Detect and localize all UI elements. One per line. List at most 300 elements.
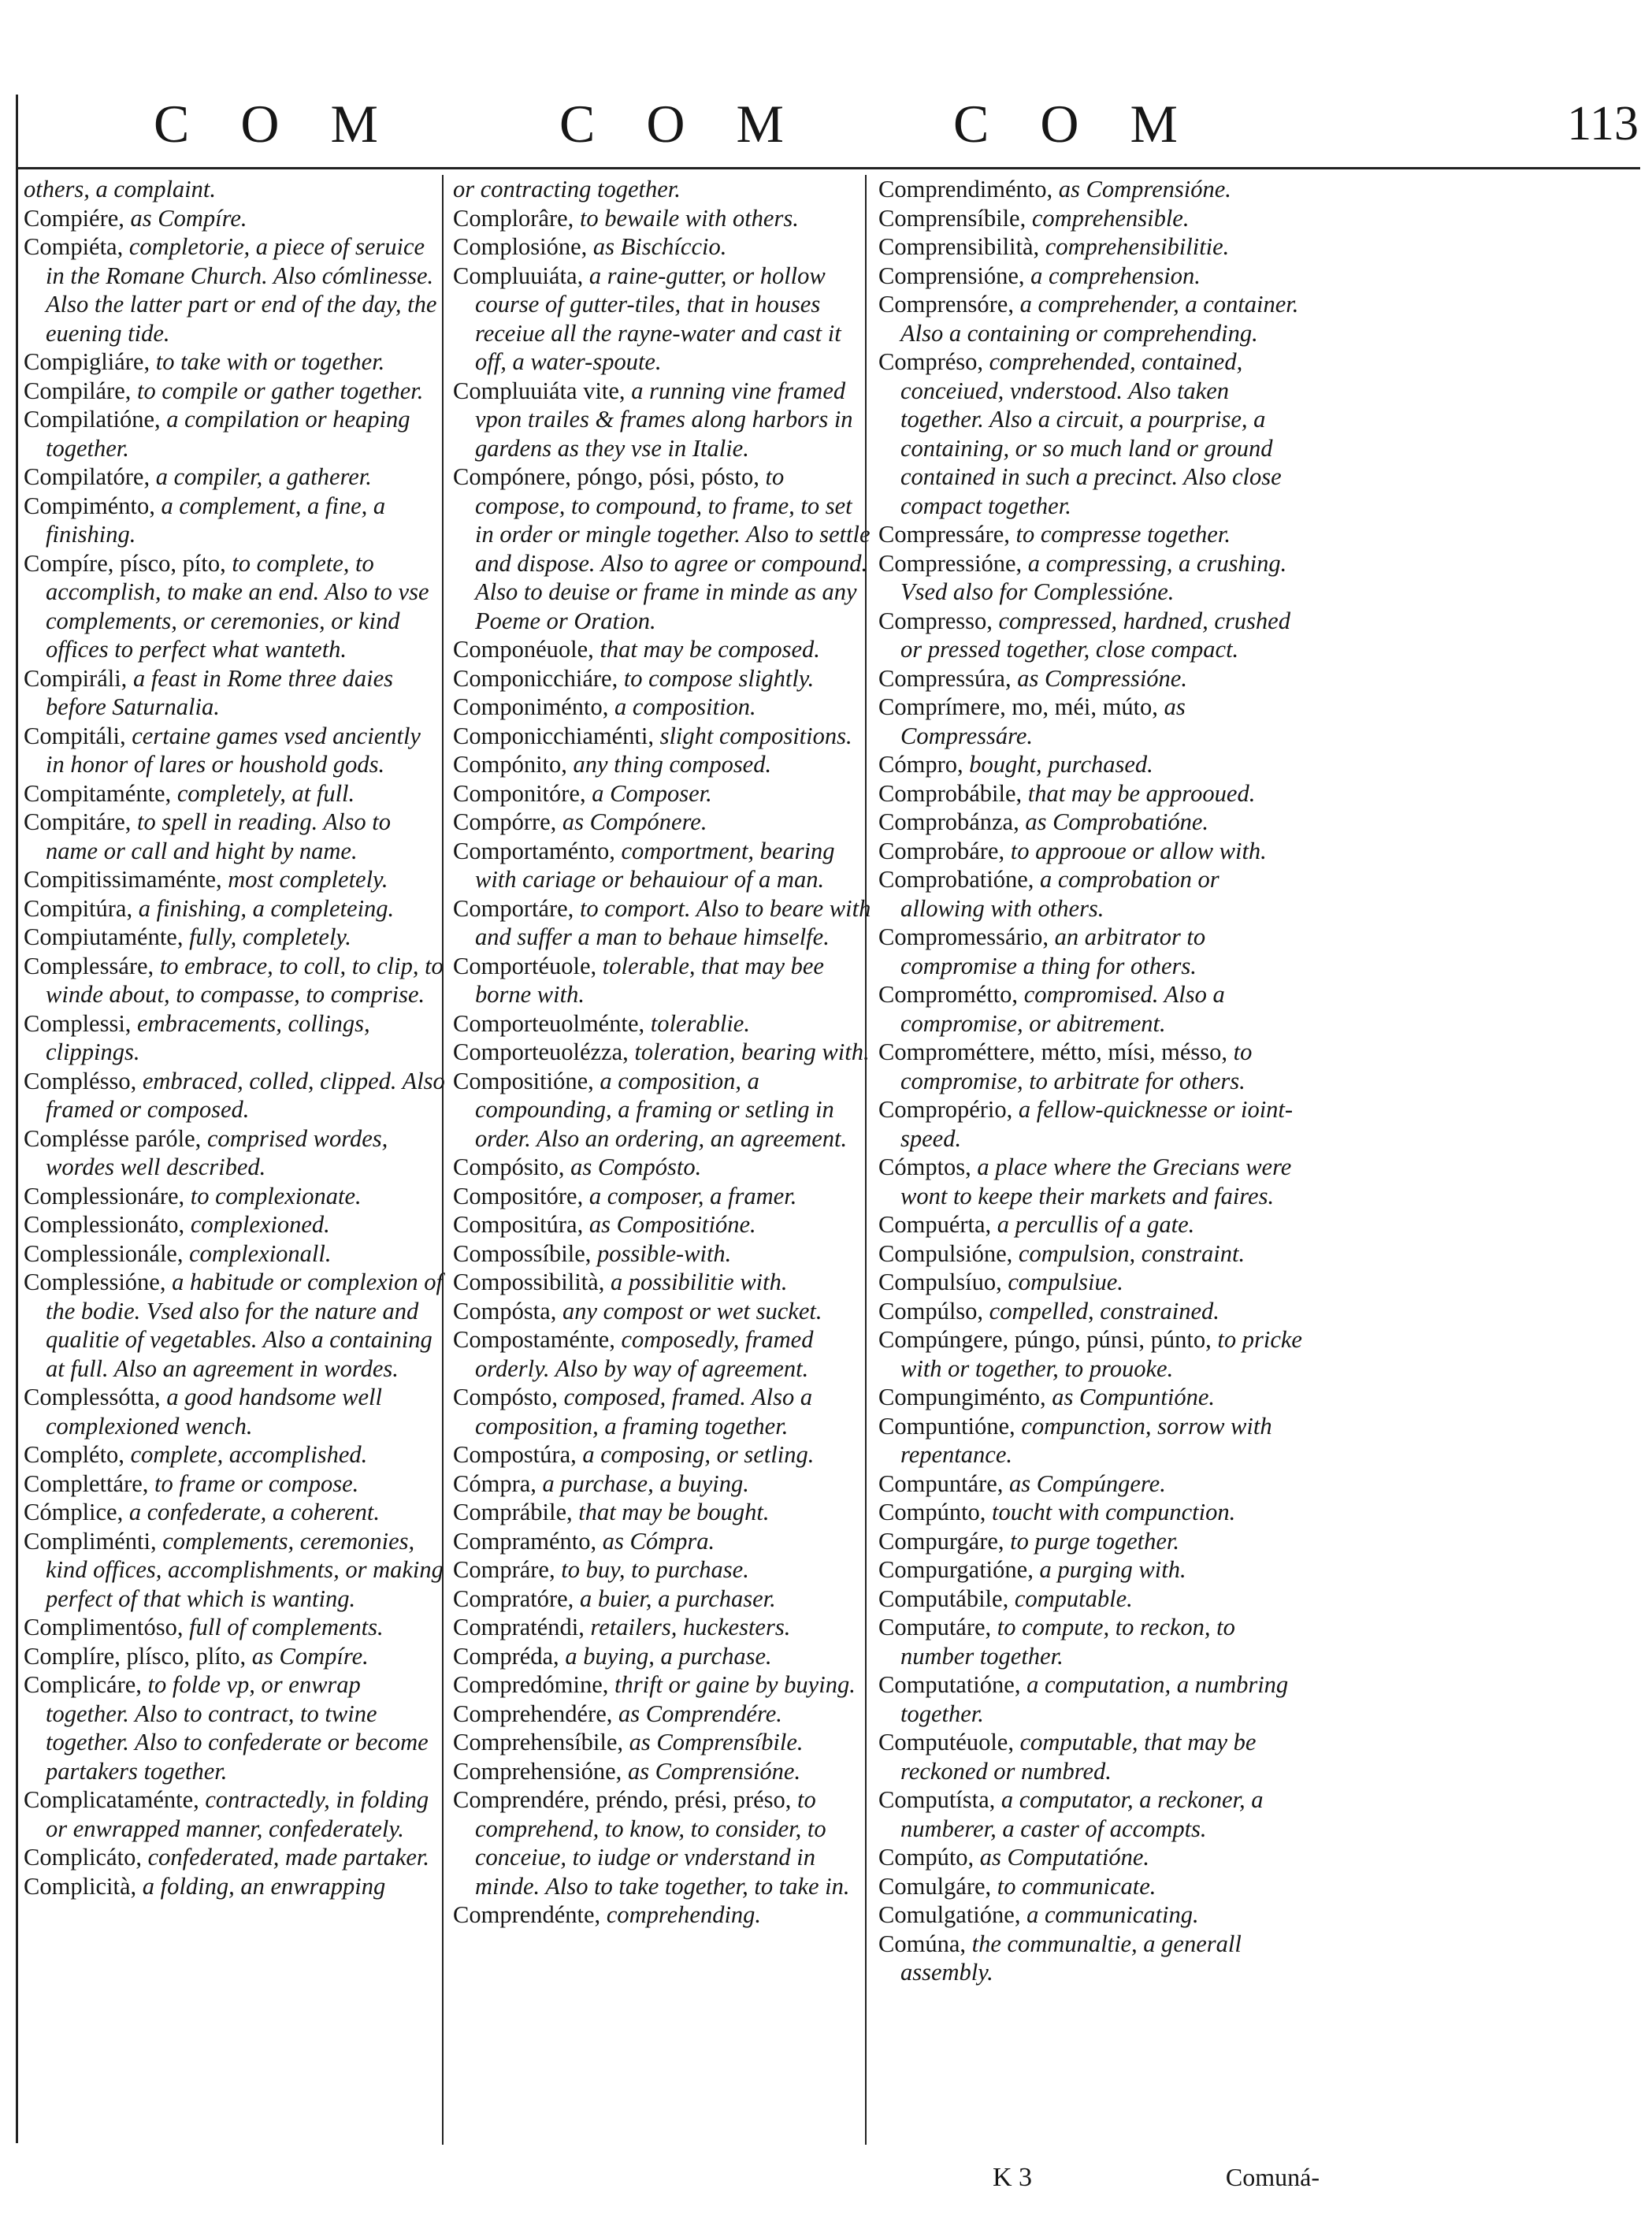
dictionary-entry [878, 1498, 1304, 1527]
entry-definition: to compose, to compound, to frame, to set in order or mingle together. Also to settle and dispose. Also to agree or compound. Also to deuise or frame in minde as any Poeme or Oration. [475, 463, 871, 634]
entry-definition: retailers, huckesters. [590, 1614, 791, 1640]
entry-headword: Compressióne, [878, 549, 1028, 577]
entry-headword: Compiláre, [24, 377, 137, 404]
entry-definition: as Compíre. [130, 204, 247, 232]
entry-definition: as Comprensióne. [627, 1757, 801, 1785]
dictionary-entry [24, 1182, 445, 1211]
entry-headword: Compitaménte, [24, 779, 177, 807]
dictionary-entry [453, 1239, 874, 1269]
dictionary-entry [453, 722, 874, 751]
dictionary-entry [878, 1930, 1304, 1987]
entry-definition: to frame or compose. [154, 1469, 359, 1497]
entry-definition: to comport. Also to beare with and suffer a man to behaue himselfe. [475, 894, 871, 950]
dictionary-entry [24, 664, 445, 722]
entry-definition: to compresse together. [1015, 521, 1231, 548]
entry-headword: Compulsióne, [878, 1239, 1019, 1267]
entry-headword: Computéuole, [878, 1729, 1020, 1755]
entry-definition: others, a complaint. [24, 176, 216, 202]
entry-headword: Compostúra, [453, 1441, 583, 1468]
entry-headword: Cómpra, [453, 1469, 543, 1497]
entry-headword: Compósto, [453, 1384, 564, 1410]
dictionary-entry [24, 1124, 445, 1182]
entry-definition: completely, at full. [176, 779, 355, 807]
entry-headword: Comprendénte, [453, 1901, 607, 1928]
entry-definition: as Cómpra. [602, 1527, 715, 1555]
page-footer [878, 2163, 1320, 2202]
entry-headword: Comprendiménto, [878, 176, 1059, 202]
entry-headword: Compúnto, [878, 1499, 993, 1525]
dictionary-entry [24, 1642, 445, 1671]
entry-definition: as Compositióne. [588, 1211, 756, 1238]
dictionary-entry [878, 693, 1304, 750]
entry-definition: comprised wordes, wordes well described. [46, 1124, 388, 1180]
entry-headword: Complessi, [24, 1009, 138, 1037]
running-head-right: C O M [953, 94, 1197, 154]
entry-headword: Compulsíuo, [878, 1269, 1008, 1295]
entry-headword: Comprobánza, [878, 808, 1026, 835]
dictionary-entry [878, 1613, 1304, 1670]
dictionary-entry [878, 232, 1304, 262]
entry-definition: to communicate. [997, 1872, 1156, 1900]
dictionary-entry [453, 1297, 874, 1326]
dictionary-entry [24, 1009, 445, 1067]
entry-definition: a habitude or complexion of the bodie. Vsed also for the nature and qualitie of vegetables. Also a containing at full. Also an agreement in wordes. [46, 1269, 444, 1382]
entry-headword: Comprométtere, métto, mísi, mésso, [878, 1038, 1234, 1065]
entry-headword: Complicataménte, [24, 1786, 206, 1813]
dictionary-entry [24, 232, 445, 347]
entry-headword: Complésso, [24, 1067, 143, 1094]
entry-headword: Complessótta, [24, 1384, 167, 1410]
entry-headword: Comportéuole, [453, 952, 603, 979]
dictionary-entry [24, 1843, 445, 1872]
dictionary-entry [24, 1613, 445, 1642]
dictionary-entry [878, 1900, 1304, 1930]
dictionary-entry [878, 607, 1304, 664]
entry-headword: Componicchiáre, [453, 664, 624, 692]
dictionary-entry [878, 923, 1304, 980]
entry-headword: Comprímere, mo, méi, múto, [878, 693, 1164, 720]
entry-definition: to compose slightly. [623, 664, 815, 692]
entry-definition: to approoue or allow with. [1010, 837, 1267, 864]
entry-definition: full of complements. [189, 1614, 384, 1640]
dictionary-entry [878, 262, 1304, 291]
entry-definition: embracements, collings, clippings. [46, 1009, 370, 1065]
entry-definition: comportment, bearing with cariage or behauiour of a man. [475, 837, 835, 893]
entry-headword: Compiráli, [24, 664, 133, 692]
entry-definition: embraced, colled, clipped. Also framed or composed. [46, 1067, 445, 1123]
dictionary-entry [878, 1268, 1304, 1297]
entry-headword: Compósta, [453, 1297, 562, 1324]
dictionary-entry [24, 175, 445, 204]
entry-definition: certaine games vsed anciently in honor of lares or houshold gods. [46, 722, 421, 778]
dictionary-entry [453, 808, 874, 837]
entry-definition: a buier, a purchaser. [579, 1585, 776, 1612]
entry-headword: Complessionáto, [24, 1211, 191, 1238]
entry-headword: Componiménto, [453, 693, 615, 720]
entry-definition: compunction, sorrow with repentance. [900, 1412, 1272, 1468]
entry-definition: as Comprensíbile. [629, 1729, 804, 1755]
dictionary-entry [24, 1785, 445, 1843]
dictionary-entry [453, 1585, 874, 1614]
dictionary-entry [453, 377, 874, 463]
entry-definition: complements, ceremonies, kind offices, accomplishments, or making perfect of that which is wanting. [46, 1527, 444, 1612]
entry-definition: composed, framed. Also a composition, a framing together. [475, 1384, 813, 1440]
entry-headword: Compórre, [453, 808, 562, 835]
entry-headword: Comprábile, [453, 1499, 579, 1525]
column-3 [878, 175, 1304, 2160]
entry-headword: Comulgáre, [878, 1872, 997, 1900]
entry-definition: a computation, a numbring together. [900, 1671, 1289, 1727]
dictionary-entry [24, 1872, 445, 1901]
entry-headword: Compréso, [878, 348, 989, 375]
entry-headword: Complessióne, [24, 1269, 173, 1295]
dictionary-entry [453, 1067, 874, 1154]
entry-definition: to take with or together. [155, 348, 385, 375]
dictionary-entry [24, 463, 445, 492]
dictionary-entry [24, 1498, 445, 1527]
entry-definition: a compiler, a gatherer. [155, 463, 372, 490]
entry-definition: a communicating. [1026, 1901, 1199, 1928]
dictionary-entry [453, 1785, 874, 1900]
entry-definition: to complete, to accomplish, to make an end. Also to vse complements, or ceremonies, or kind offices to perfect what wanteth. [46, 549, 429, 663]
dictionary-entry [878, 865, 1304, 923]
dictionary-entry [453, 750, 874, 779]
entry-headword: Complíre, plísco, plíto, [24, 1642, 252, 1670]
dictionary-entry [24, 923, 445, 952]
entry-headword: Complessionáre, [24, 1182, 191, 1209]
entry-definition: a raine-gutter, or hollow course of gutter-tiles, that in houses receiue all the rayne-water and cast it off, a water-spoute. [475, 262, 841, 375]
dictionary-entry [453, 1440, 874, 1469]
dictionary-entry [453, 175, 874, 204]
entry-definition: tolerablie. [650, 1009, 750, 1037]
entry-headword: Compressúra, [878, 664, 1018, 692]
entry-headword: Comprensóre, [878, 291, 1020, 318]
dictionary-entry [453, 1009, 874, 1038]
entry-headword: Compropério, [878, 1096, 1019, 1123]
entry-definition: a percullis of a gate. [997, 1211, 1195, 1238]
dictionary-entry [453, 204, 874, 233]
entry-definition: to comprehend, to know, to consider, to conceiue, to iudge or vnderstand in minde. Also to take together, to take in. [475, 1786, 850, 1900]
entry-headword: Computatióne, [878, 1671, 1027, 1698]
dictionary-entry [24, 1067, 445, 1124]
dictionary-entry [878, 1555, 1304, 1585]
entry-definition: compressed, hardned, crushed or pressed together, close compact. [900, 607, 1290, 663]
dictionary-entry [453, 1670, 874, 1700]
dictionary-entry [453, 1383, 874, 1440]
entry-definition: as Compuntióne. [1052, 1384, 1216, 1410]
entry-definition: as Compúngere. [1009, 1469, 1166, 1497]
dictionary-entry [878, 290, 1304, 347]
dictionary-entry [453, 1325, 874, 1383]
entry-headword: Compréda, [453, 1642, 566, 1670]
dictionary-entry [878, 750, 1304, 779]
entry-definition: a place where the Grecians were wont to keepe their markets and faires. [900, 1154, 1292, 1209]
entry-definition: as Bischíccio. [592, 233, 727, 260]
entry-headword: Compósito, [453, 1154, 571, 1180]
dictionary-entry [878, 980, 1304, 1038]
entry-definition: or contracting together. [453, 176, 681, 202]
entry-definition: computable, that may be reckoned or numbred. [900, 1729, 1257, 1785]
entry-headword: Componéuole, [453, 636, 600, 663]
dictionary-entry [453, 1555, 874, 1585]
entry-headword: Compilatóre, [24, 463, 156, 490]
dictionary-entry [24, 549, 445, 664]
entry-definition: the communaltie, a generall assembly. [900, 1930, 1242, 1986]
dictionary-entry [878, 837, 1304, 866]
dictionary-entry [453, 1613, 874, 1642]
dictionary-entry [453, 1268, 874, 1297]
dictionary-entry [878, 1785, 1304, 1843]
entry-headword: Complimentóso, [24, 1614, 190, 1640]
entry-definition: that may be bought. [578, 1499, 770, 1525]
dictionary-entry [24, 779, 445, 808]
entry-definition: a comprehender, a container. Also a containing or comprehending. [900, 291, 1299, 347]
dictionary-entry [453, 1153, 874, 1182]
entry-headword: Compossibilità, [453, 1269, 611, 1295]
entry-headword: Compiéta, [24, 233, 129, 260]
dictionary-entry [24, 1268, 445, 1383]
dictionary-entry [878, 520, 1304, 549]
entry-definition: to folde vp, or enwrap together. Also to contract, to twine together. Also to confederate or become partakers together. [46, 1671, 429, 1785]
entry-headword: Compungiménto, [878, 1384, 1052, 1410]
dictionary-entry [453, 1038, 874, 1067]
running-head-center: C O M [559, 94, 803, 154]
dictionary-entry [24, 347, 445, 377]
entry-headword: Compraménto, [453, 1527, 603, 1555]
dictionary-entry [878, 1670, 1304, 1728]
dictionary-entry [878, 1153, 1304, 1210]
entry-definition: complete, accomplished. [130, 1441, 368, 1468]
dictionary-entry [453, 635, 874, 664]
entry-headword: Comprobatióne, [878, 866, 1040, 893]
entry-headword: Compluuiáta vite, [453, 377, 632, 404]
header-rule [16, 167, 1640, 169]
entry-headword: Compónere, póngo, pósi, pósto, [453, 463, 766, 490]
dictionary-entry [24, 865, 445, 894]
entry-definition: a comprehension. [1030, 262, 1201, 289]
entry-definition: that may be composed. [600, 636, 820, 663]
dictionary-entry [453, 837, 874, 894]
entry-headword: Compiutaménte, [24, 923, 190, 950]
catchword: Comuná- [1225, 2163, 1320, 2191]
entry-definition: to bewaile with others. [579, 204, 799, 232]
dictionary-entry [24, 1440, 445, 1469]
column-1 [24, 175, 445, 2160]
entry-definition: contractedly, in folding or enwrapped manner, confederately. [46, 1786, 429, 1842]
dictionary-entry [453, 1642, 874, 1671]
left-margin-rule [16, 95, 18, 2143]
dictionary-entry [24, 1527, 445, 1614]
entry-definition: a Composer. [592, 779, 712, 807]
entry-definition: to compile or gather together. [137, 377, 424, 404]
dictionary-entry [878, 1297, 1304, 1326]
dictionary-entry [453, 1210, 874, 1239]
entry-definition: comprehended, contained, conceiued, vnderstood. Also taken together. Also a circuit, a pourprise, a containing, or so much land or ground contained in such a precinct. Also close compact together. [900, 348, 1282, 519]
entry-headword: Cómptos, [878, 1154, 978, 1180]
entry-headword: Compúlso, [878, 1297, 989, 1324]
entry-definition: a buying, a purchase. [565, 1642, 772, 1670]
entry-definition: a confederate, a coherent. [128, 1499, 381, 1525]
dictionary-entry [24, 1383, 445, 1440]
entry-headword: Computábile, [878, 1585, 1015, 1612]
dictionary-entry [878, 808, 1304, 837]
entry-headword: Comulgatióne, [878, 1901, 1027, 1928]
entry-definition: slight compositions. [659, 722, 852, 749]
dictionary-entry [878, 204, 1304, 233]
dictionary-entry [878, 779, 1304, 808]
dictionary-entry [878, 347, 1304, 520]
entry-definition: compulsion, constraint. [1018, 1239, 1245, 1267]
dictionary-entry [24, 377, 445, 406]
dictionary-entry [453, 1728, 874, 1757]
entry-headword: Compredómine, [453, 1671, 614, 1698]
dictionary-entry [24, 1670, 445, 1785]
dictionary-entry [453, 779, 874, 808]
entry-headword: Comprensióne, [878, 262, 1031, 289]
dictionary-entry [878, 1239, 1304, 1269]
dictionary-entry [453, 664, 874, 693]
entry-definition: that may be approoued. [1027, 779, 1256, 807]
dictionary-entry [453, 1757, 874, 1786]
entry-headword: Comprobábile, [878, 779, 1028, 807]
entry-headword: Compossíbile, [453, 1239, 598, 1267]
dictionary-entry [878, 549, 1304, 607]
dictionary-entry [453, 693, 874, 722]
entry-headword: Complessionále, [24, 1239, 190, 1267]
entry-definition: computable. [1014, 1585, 1133, 1612]
entry-headword: Compiménto, [24, 492, 161, 519]
dictionary-entry [24, 492, 445, 549]
entry-definition: to purge together. [1010, 1527, 1180, 1555]
dictionary-entry [453, 1700, 874, 1729]
dictionary-entry [878, 1527, 1304, 1556]
entry-definition: to complexionate. [190, 1182, 362, 1209]
entry-definition: comprehensibilitie. [1045, 233, 1230, 260]
entry-definition: compulsiue. [1008, 1269, 1123, 1295]
dictionary-entry [878, 664, 1304, 693]
dictionary-entry [878, 175, 1304, 204]
entry-headword: Comprendére, préndo, prési, préso, [453, 1786, 798, 1813]
entry-definition: as Compressióne. [1017, 664, 1187, 692]
entry-definition: to pricke with or together, to prouoke. [900, 1326, 1302, 1382]
dictionary-entry [24, 808, 445, 865]
entry-definition: composedly, framed orderly. Also by way of agreement. [475, 1326, 814, 1382]
entry-definition: possible-with. [597, 1239, 732, 1267]
dictionary-entry [453, 894, 874, 952]
entry-headword: Compitissimaménte, [24, 866, 228, 893]
entry-headword: Complettáre, [24, 1469, 155, 1497]
entry-definition: to buy, to purchase. [561, 1556, 749, 1583]
entry-headword: Compurgáre, [878, 1527, 1011, 1555]
entry-headword: Computísta, [878, 1786, 1001, 1813]
column-2 [453, 175, 874, 2160]
page-header [16, 93, 1639, 164]
entry-definition: confederated, made partaker. [147, 1844, 430, 1871]
entry-definition: as Computatióne. [979, 1844, 1149, 1871]
dictionary-entry [453, 1527, 874, 1556]
dictionary-entry [878, 1872, 1304, 1901]
entry-headword: Comprensibilità, [878, 233, 1045, 260]
entry-definition: a fellow-quicknesse or ioint-speed. [900, 1096, 1294, 1152]
entry-headword: Compónito, [453, 751, 574, 778]
entry-definition: as Compósto. [570, 1154, 702, 1180]
entry-headword: Compurgatióne, [878, 1556, 1040, 1583]
entry-headword: Compuérta, [878, 1211, 997, 1238]
entry-definition: a compilation or heaping together. [46, 406, 410, 462]
entry-headword: Comporteuolézza, [453, 1038, 635, 1065]
dictionary-entry [878, 1843, 1304, 1872]
entry-headword: Complessáre, [24, 952, 160, 979]
entry-headword: Comprensíbile, [878, 204, 1032, 232]
entry-headword: Compositúra, [453, 1211, 589, 1238]
entry-definition: to spell in reading. Also to name or call and hight by name. [46, 808, 391, 864]
entry-headword: Componitóre, [453, 779, 592, 807]
entry-definition: as Compressáre. [900, 693, 1186, 749]
entry-definition: a compressing, a crushing. Vsed also for Complessióne. [900, 549, 1287, 605]
dictionary-entry [453, 1900, 874, 1930]
entry-headword: Complésse paróle, [24, 1124, 207, 1152]
dictionary-entry [878, 1038, 1304, 1095]
running-head-left: C O M [154, 94, 397, 154]
entry-definition: a complement, a fine, a finishing. [46, 492, 386, 548]
dictionary-entry [878, 1412, 1304, 1469]
entry-headword: Compluuiáta, [453, 262, 589, 289]
entry-headword: Comprobáre, [878, 837, 1011, 864]
entry-definition: as Compíre. [251, 1642, 369, 1670]
entry-definition: compelled, constrained. [989, 1297, 1220, 1324]
dictionary-entry [453, 952, 874, 1009]
entry-headword: Compitúra, [24, 894, 139, 922]
entry-headword: Complicità, [24, 1872, 143, 1900]
entry-headword: Cómplice, [24, 1499, 129, 1525]
entry-definition: a folding, an enwrapping [142, 1872, 386, 1900]
entry-definition: a running vine framed vpon trailes & frames along harbors in gardens as they vse in Italie. [475, 377, 853, 462]
entry-definition: a composer, a framer. [588, 1182, 797, 1209]
entry-headword: Comprehendére, [453, 1700, 619, 1727]
dictionary-entry [878, 1728, 1304, 1785]
entry-headword: Compresso, [878, 607, 999, 634]
dictionary-entry [24, 1469, 445, 1499]
entry-headword: Compilatióne, [24, 406, 167, 433]
entry-definition: comprehensible. [1031, 204, 1190, 232]
entry-definition: most completely. [228, 866, 388, 893]
dictionary-entry [24, 204, 445, 233]
entry-headword: Compliménti, [24, 1527, 163, 1555]
entry-headword: Compitáli, [24, 722, 132, 749]
entry-headword: Compositóre, [453, 1182, 589, 1209]
dictionary-entry [453, 463, 874, 635]
entry-headword: Comportaménto, [453, 837, 622, 864]
entry-definition: a good handsome well complexioned wench. [46, 1384, 382, 1440]
page-number: 113 [1567, 97, 1639, 150]
entry-headword: Compositióne, [453, 1067, 600, 1094]
entry-headword: Compiére, [24, 204, 131, 232]
entry-headword: Compratóre, [453, 1585, 580, 1612]
entry-definition: to embrace, to coll, to clip, to winde about, to compasse, to comprise. [46, 952, 444, 1008]
entry-headword: Comporteuolménte, [453, 1009, 651, 1037]
entry-headword: Comportáre, [453, 894, 580, 922]
entry-headword: Compromessário, [878, 923, 1055, 950]
entry-definition: as Comprobatióne. [1025, 808, 1209, 835]
entry-definition: a comprobation or allowing with others. [900, 866, 1220, 922]
entry-definition: a feast in Rome three daies before Saturnalia. [46, 664, 394, 720]
entry-headword: Cómpro, [878, 751, 970, 778]
entry-definition: as Comprensióne. [1058, 176, 1231, 202]
dictionary-entry [878, 1585, 1304, 1614]
entry-definition: thrift or gaine by buying. [614, 1671, 856, 1698]
entry-headword: Computáre, [878, 1614, 997, 1640]
entry-headword: Compostaménte, [453, 1326, 622, 1353]
